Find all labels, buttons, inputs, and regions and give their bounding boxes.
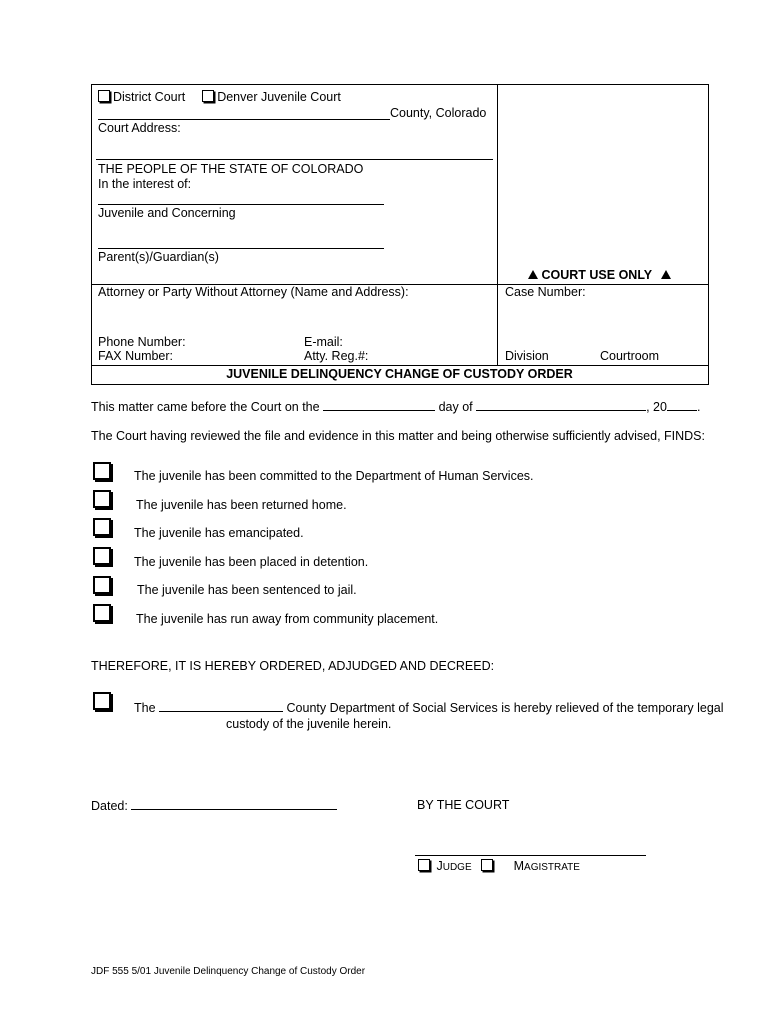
finding-checkbox-returned[interactable] xyxy=(93,490,111,508)
order-text-continued: custody of the juvenile herein. xyxy=(226,717,392,731)
denver-juvenile-court-checkbox[interactable] xyxy=(202,90,214,102)
parents-guardians-label: Parent(s)/Guardian(s) xyxy=(98,250,219,264)
fax-label: FAX Number: xyxy=(98,349,174,363)
magistrate-label: MAGISTRATE xyxy=(513,859,580,873)
matter-date-blank[interactable] xyxy=(323,399,435,411)
finding-jail: The juvenile has been sentenced to jail. xyxy=(137,583,357,597)
parent-name-blank[interactable] xyxy=(98,248,384,249)
title-divider xyxy=(91,365,708,366)
order-county-blank[interactable] xyxy=(159,700,283,712)
matter-end: . xyxy=(696,400,701,414)
court-address-label: Court Address: xyxy=(98,121,181,135)
county-blank[interactable] xyxy=(98,119,390,120)
phone-label: Phone Number: xyxy=(98,335,186,349)
finding-committed: The juvenile has been committed to the Department of Human Services. xyxy=(134,469,534,483)
dated-line xyxy=(91,798,337,813)
county-suffix: County, Colorado xyxy=(390,106,487,120)
finding-checkbox-committed[interactable] xyxy=(93,462,111,480)
judge-magistrate-options xyxy=(418,859,580,873)
form-footer: JDF 555 5/01 Juvenile Delinquency Change of Custody Order xyxy=(91,966,366,977)
email-label: E-mail: xyxy=(304,335,343,349)
district-court-checkbox[interactable] xyxy=(98,90,110,102)
address-underline xyxy=(96,159,493,160)
interest-of-label: In the interest of: xyxy=(98,177,192,191)
division-label: Division xyxy=(505,349,549,363)
district-court-label: District Court xyxy=(113,90,186,104)
matter-year-blank[interactable] xyxy=(667,399,697,411)
finding-ran-away: The juvenile has run away from community placement. xyxy=(136,612,439,626)
atty-reg-label: Atty. Reg.#: xyxy=(304,349,369,363)
findings-intro: The Court having reviewed the file and evidence in this matter and being otherwise sufficiently advised, FINDS: xyxy=(91,429,705,443)
finding-checkbox-detention[interactable] xyxy=(93,547,111,565)
people-line: THE PEOPLE OF THE STATE OF COLORADO xyxy=(98,162,364,176)
matter-month-blank[interactable] xyxy=(476,399,646,411)
denver-juvenile-court-label: Denver Juvenile Court xyxy=(217,90,341,104)
finding-checkbox-ran-away[interactable] xyxy=(93,604,111,622)
court-use-only: COURT USE ONLY xyxy=(528,268,671,282)
by-the-court: BY THE COURT xyxy=(417,798,510,812)
matter-prefix: This matter came before the Court on the xyxy=(91,400,320,414)
matter-year-label: , 20 xyxy=(646,400,667,414)
dated-blank[interactable] xyxy=(131,798,337,810)
order-checkbox[interactable] xyxy=(93,692,111,710)
judge-checkbox[interactable] xyxy=(418,859,430,871)
magistrate-checkbox[interactable] xyxy=(481,859,493,871)
matter-line xyxy=(91,399,700,414)
therefore-heading: THEREFORE, IT IS HEREBY ORDERED, ADJUDGED AND DECREED: xyxy=(91,659,495,673)
caption-divider xyxy=(497,84,498,365)
finding-emancipated: The juvenile has emancipated. xyxy=(134,526,304,540)
finding-checkbox-jail[interactable] xyxy=(93,576,111,594)
judge-label: JUDGE xyxy=(436,859,472,873)
juvenile-concerning-label: Juvenile and Concerning xyxy=(98,206,236,220)
up-triangle-icon xyxy=(661,270,671,279)
matter-day-label: day of xyxy=(438,400,473,414)
finding-checkbox-emancipated[interactable] xyxy=(93,518,111,536)
up-triangle-icon xyxy=(528,270,538,279)
court-type-options xyxy=(98,90,341,104)
attorney-label: Attorney or Party Without Attorney (Name and Address): xyxy=(98,285,409,299)
order-text: County Department of Social Services is hereby relieved of the temporary legal xyxy=(286,701,724,715)
juvenile-name-blank[interactable] xyxy=(98,204,384,205)
finding-detention: The juvenile has been placed in detention. xyxy=(134,555,369,569)
dated-label: Dated: xyxy=(91,799,128,813)
case-number-label: Case Number: xyxy=(505,285,586,299)
courtroom-label: Courtroom xyxy=(600,349,660,363)
order-line xyxy=(134,700,724,715)
order-prefix: The xyxy=(134,701,156,715)
signature-line[interactable] xyxy=(415,855,646,856)
finding-returned: The juvenile has been returned home. xyxy=(136,498,347,512)
form-title: JUVENILE DELINQUENCY CHANGE OF CUSTODY ORDER xyxy=(226,367,573,381)
